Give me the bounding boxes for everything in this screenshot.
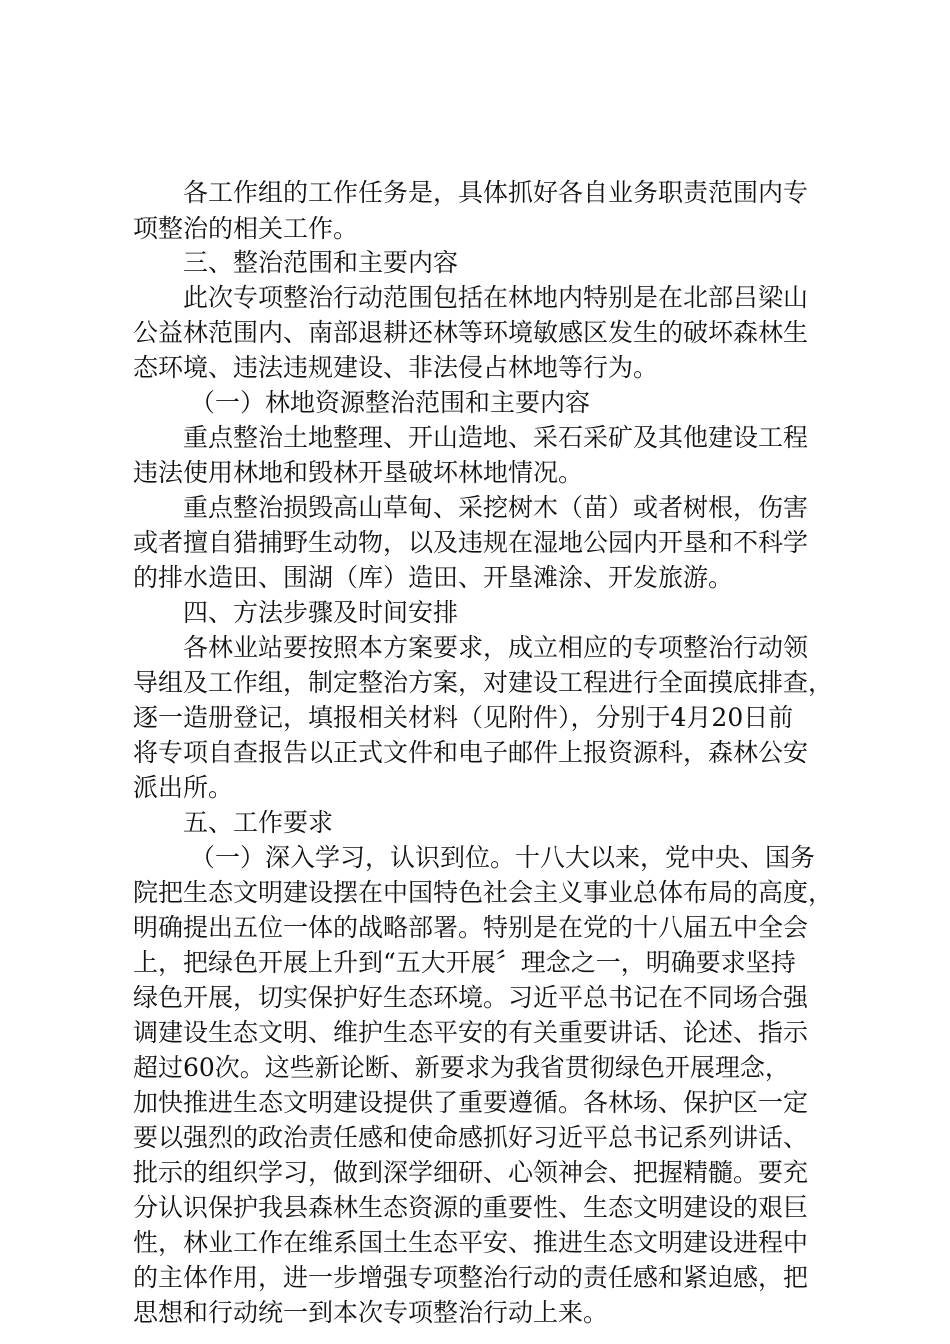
paragraph-line: 各工作组的工作任务是，具体抓好各自业务职责范围内专 [183,178,809,207]
paragraph-line: 重点整治损毁高山草甸、采挖树木（苗）或者树根，伤害 [183,493,809,522]
paragraph-line: 态环境、违法违规建设、非法侵占林地等行为。 [133,353,659,382]
paragraph-line: 公益林范围内、南部退耕还林等环境敏感区发生的破坏森林生 [133,318,809,347]
paragraph-line: 明确提出五位一体的战略部署。特别是在党的十八届五中全会 [133,913,809,942]
paragraph-line: 将专项自查报告以正式文件和电子邮件上报资源科，森林公安 [133,738,809,767]
paragraph-line: 的排水造田、围湖（库）造田、开垦滩涂、开发旅游。 [133,563,734,592]
paragraph-line: 逐一造册登记，填报相关材料（见附件），分别于4月20日前 [133,703,794,732]
subsection-heading: （一）林地资源整治范围和主要内容 [190,388,591,417]
paragraph-line: 导组及工作组，制定整治方案，对建设工程进行全面摸底排查， [133,668,834,697]
paragraph-line: 派出所。 [133,773,234,802]
section-heading: 三、整治范围和主要内容 [183,248,459,277]
paragraph-line: 上，把绿色开展上升到“五大开展〞理念之一，明确要求坚持 [133,948,796,977]
paragraph-line: 思想和行动统一到本次专项整治行动上来。 [133,1298,609,1327]
paragraph-line: 调建设生态文明、维护生态平安的有关重要讲话、论述、指示 [133,1018,809,1047]
paragraph-line: 分认识保护我县森林生态资源的重要性、生态文明建设的艰巨 [133,1193,809,1222]
paragraph-line: 项整治的相关工作。 [133,214,359,243]
paragraph-line: 院把生态文明建设摆在中国特色社会主义事业总体布局的高度， [133,878,834,907]
section-heading: 四、方法步骤及时间安排 [183,598,459,627]
paragraph-line: 此次专项整治行动范围包括在林地内特别是在北部吕梁山 [183,283,809,312]
paragraph-line: 或者擅自猎捕野生动物，以及违规在湿地公园内开垦和不科学 [133,528,809,557]
paragraph-line: 绿色开展，切实保护好生态环境。习近平总书记在不同场合强 [133,983,809,1012]
paragraph-line: 重点整治土地整理、开山造地、采石采矿及其他建设工程 [183,423,809,452]
paragraph-line: （一）深入学习，认识到位。十八大以来，党中央、国务 [190,843,816,872]
paragraph-line: 批示的组织学习，做到深学细研、心领神会、把握精髓。要充 [133,1158,809,1187]
paragraph-line: 的主体作用，进一步增强专项整治行动的责任感和紧迫感，把 [133,1263,809,1292]
section-heading: 五、工作要求 [183,808,334,837]
paragraph-line: 要以强烈的政治责任感和使命感抓好习近平总书记系列讲话、 [133,1123,809,1152]
paragraph-line: 性，林业工作在维系国土生态平安、推进生态文明建设进程中 [133,1228,809,1257]
paragraph-line: 违法使用林地和毁林开垦破坏林地情况。 [133,458,584,487]
paragraph-line: 超过60次。这些新论断、新要求为我省贯彻绿色开展理念， [133,1053,790,1082]
paragraph-line: 加快推进生态文明建设提供了重要遵循。各林场、保护区一定 [133,1088,809,1117]
paragraph-line: 各林业站要按照本方案要求，成立相应的专项整治行动领 [183,633,809,662]
